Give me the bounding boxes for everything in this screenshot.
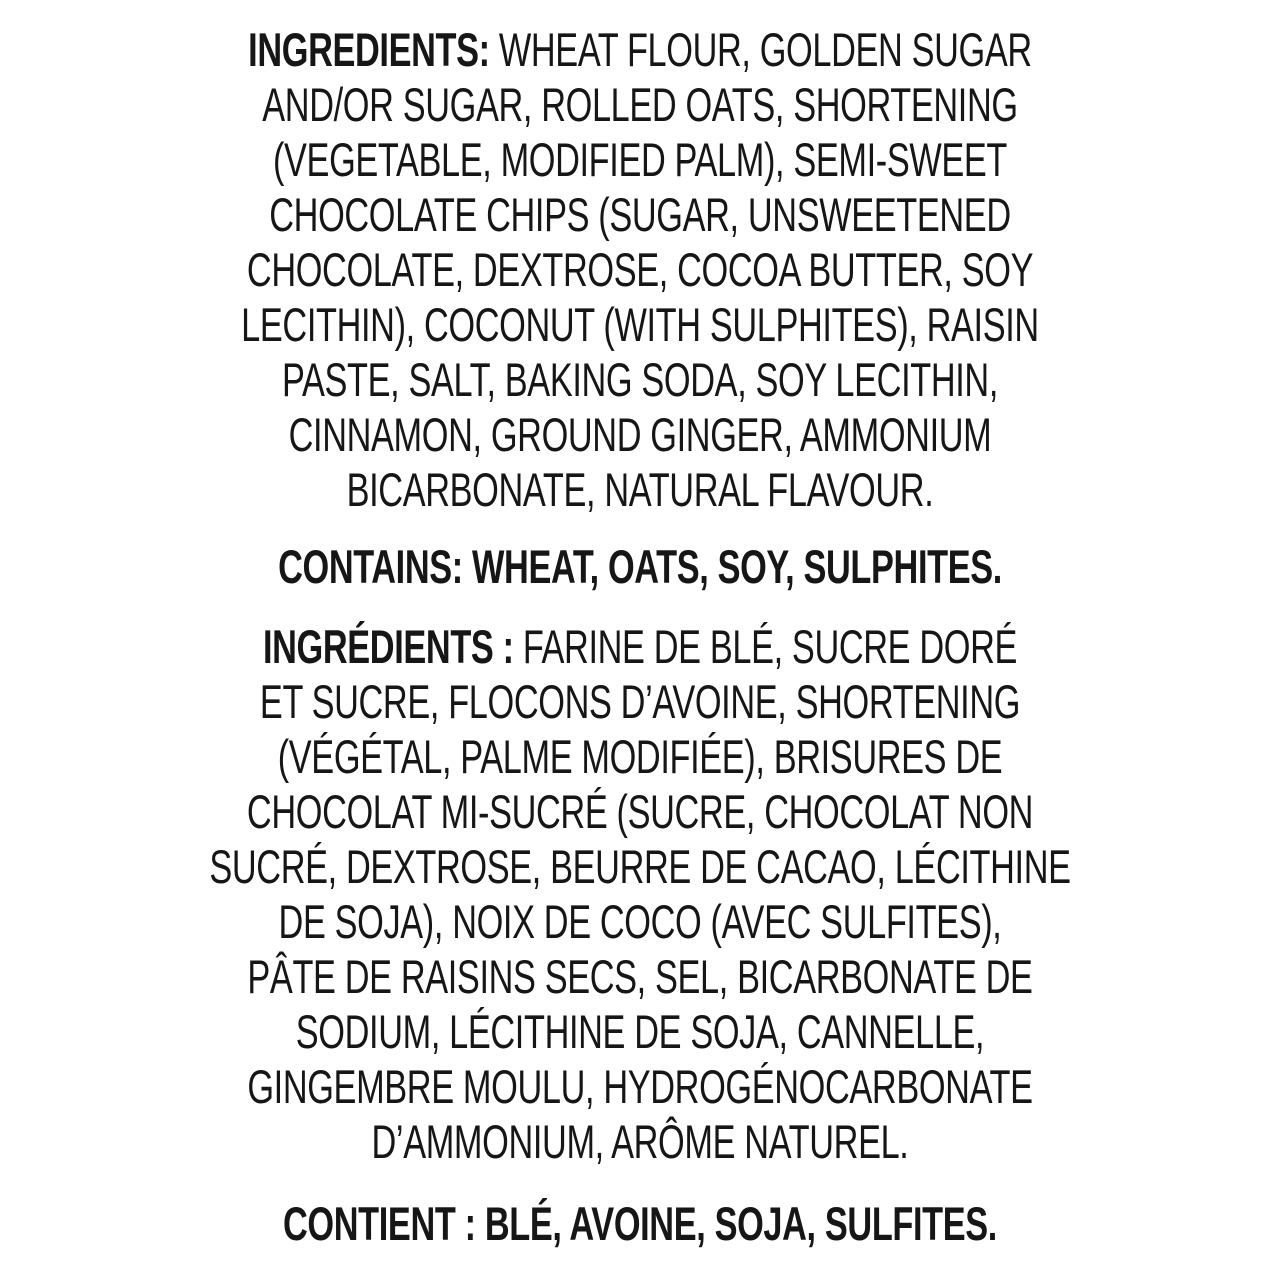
text-line: DE SOJA), NOIX DE COCO (AVEC SULFITES),: [278, 895, 1002, 948]
text-line: BICARBONATE, NATURAL FLAVOUR.: [346, 463, 934, 516]
text-line: CONTAINS: WHEAT, OATS, SOY, SULPHITES.: [278, 540, 1002, 593]
text-line: PÂTE DE RAISINS SECS, SEL, BICARBONATE DE: [247, 950, 1033, 1003]
text-line: PASTE, SALT, BAKING SODA, SOY LECITHIN,: [281, 353, 999, 406]
text-line: SODIUM, LÉCITHINE DE SOJA, CANNELLE,: [295, 1005, 985, 1058]
ingredients-en-heading-rest: WHEAT FLOUR, GOLDEN SUGAR: [489, 23, 1032, 76]
text-line: LECITHIN), COCONUT (WITH SULPHITES), RAISIN: [241, 298, 1039, 351]
text-line: CHOCOLAT MI-SUCRÉ (SUCRE, CHOCOLAT NON: [246, 785, 1034, 838]
ingredients-fr-heading-rest: FARINE DE BLÉ, SUCRE DORÉ: [513, 620, 1018, 673]
contains-fr-statement: [173, 1196, 1107, 1251]
text-line: SUCRÉ, DEXTROSE, BEURRE DE CACAO, LÉCITHINE: [209, 840, 1071, 893]
text-line: ET SUCRE, FLOCONS D’AVOINE, SHORTENING: [259, 675, 1021, 728]
text-line: [173, 22, 1107, 77]
text-line: CINNAMON, GROUND GINGER, AMMONIUM: [288, 408, 992, 461]
text-line: (VEGETABLE, MODIFIED PALM), SEMI-SWEET: [272, 133, 1008, 186]
text-line: CONTIENT : BLÉ, AVOINE, SOJA, SULFITES.: [283, 1197, 997, 1250]
text-line: CHOCOLATE CHIPS (SUGAR, UNSWEETENED: [269, 188, 1011, 241]
text-line: [173, 619, 1107, 674]
text-line: (VÉGÉTAL, PALME MODIFIÉE), BRISURES DE: [277, 730, 1003, 783]
contains-en-statement: [173, 539, 1107, 594]
text-line: AND/OR SUGAR, ROLLED OATS, SHORTENING: [262, 78, 1018, 131]
text-line: GINGEMBRE MOULU, HYDROGÉNOCARBONATE: [247, 1060, 1033, 1113]
text-line: CHOCOLATE, DEXTROSE, COCOA BUTTER, SOY: [246, 243, 1034, 296]
ingredients-fr-heading: INGRÉDIENTS :: [262, 620, 514, 673]
text-line: D’AMMONIUM, ARÔME NATUREL.: [371, 1115, 909, 1168]
ingredients-fr-paragraph: [173, 619, 1107, 1169]
ingredients-en-heading: INGREDIENTS:: [248, 23, 490, 76]
ingredients-en-paragraph: [173, 22, 1107, 517]
